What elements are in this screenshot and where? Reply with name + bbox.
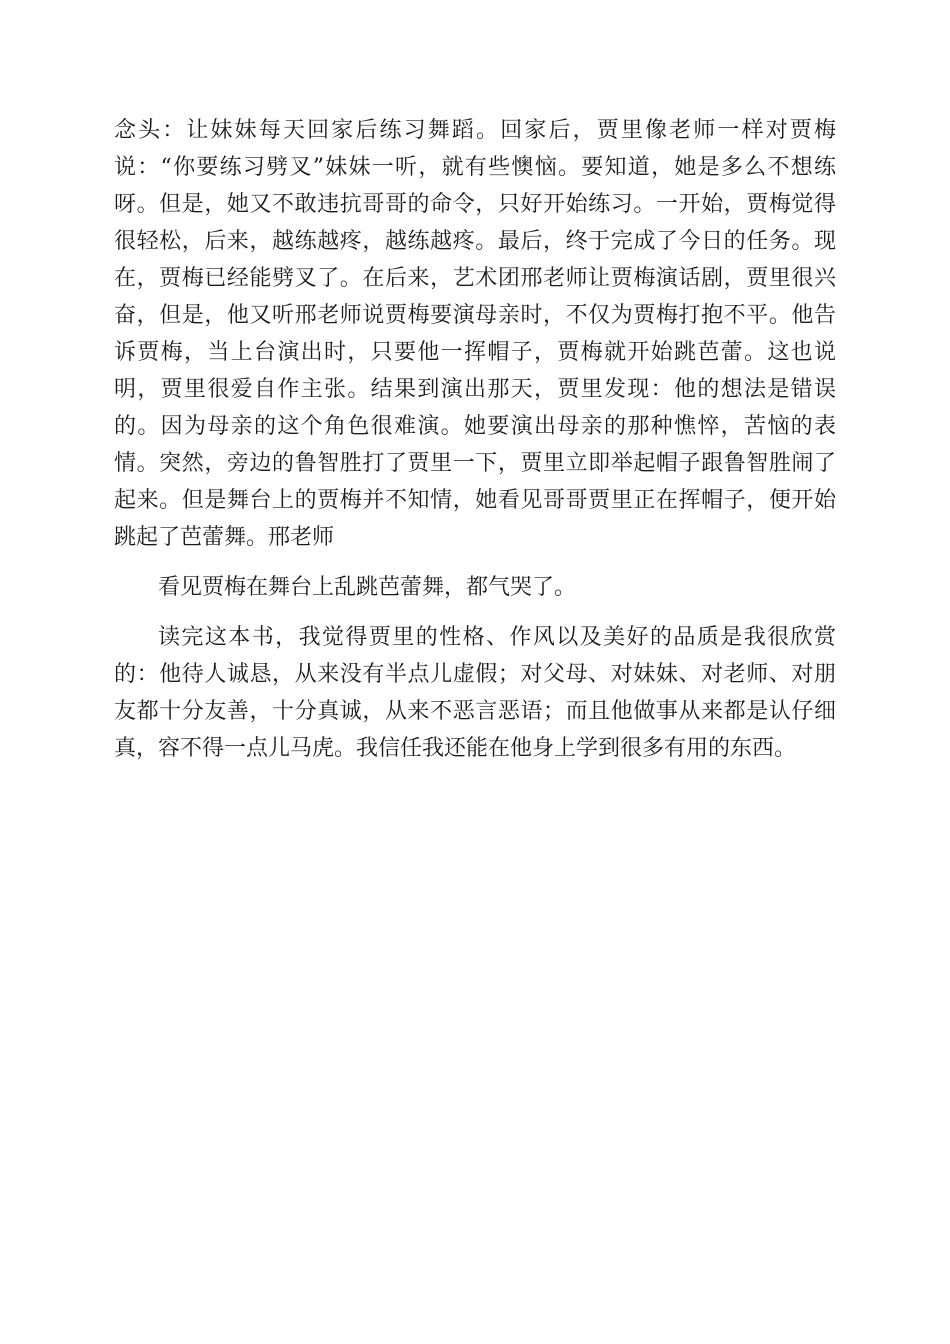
text-line: 在，贾梅已经能劈叉了。在后来，艺术团邢老师让贾梅演话剧，贾里很兴	[114, 266, 836, 291]
paragraph-1	[114, 112, 836, 556]
text-line: 很轻松，后来，越练越疼，越练越疼。最后，终于完成了今日的任务。现	[114, 229, 836, 254]
text-line: 的：他待人诚恳，从来没有半点儿虚假；对父母、对妹妹、对老师、对朋	[114, 662, 836, 687]
text-line: 诉贾梅，当上台演出时，只要他一挥帽子，贾梅就开始跳芭蕾。这也说	[114, 340, 836, 365]
text-line: 明，贾里很爱自作主张。结果到演出那天，贾里发现：他的想法是错误	[114, 377, 836, 402]
paragraph-2	[114, 569, 836, 606]
document-page	[114, 112, 836, 767]
text-line: 说：“你要练习劈叉”妹妹一听，就有些懊恼。要知道，她是多么不想练	[114, 155, 836, 180]
text-line: 友都十分友善，十分真诚，从来不恶言恶语；而且他做事从来都是认仔细	[114, 699, 836, 724]
text-line: 跳起了芭蕾舞。邢老师	[114, 525, 335, 550]
paragraph-3	[114, 619, 836, 767]
text-line: 起来。但是舞台上的贾梅并不知情，她看见哥哥贾里正在挥帽子，便开始	[114, 488, 836, 513]
paragraph-spacer	[114, 606, 836, 619]
text-line: 读完这本书，我觉得贾里的性格、作风以及美好的品质是我很欣赏	[158, 625, 836, 650]
text-line: 真，容不得一点儿马虎。我信任我还能在他身上学到很多有用的东西。	[114, 736, 797, 761]
text-line: 念头：让妹妹每天回家后练习舞蹈。回家后，贾里像老师一样对贾梅	[114, 118, 836, 143]
text-line: 的。因为母亲的这个角色很难演。她要演出母亲的那种憔悴，苦恼的表	[114, 414, 836, 439]
text-line: 奋，但是，他又听邢老师说贾梅要演母亲时，不仅为贾梅打抱不平。他告	[114, 303, 836, 328]
text-line: 情。突然，旁边的鲁智胜打了贾里一下，贾里立即举起帽子跟鲁智胜闹了	[114, 451, 836, 476]
paragraph-spacer	[114, 556, 836, 569]
text-line: 呀。但是，她又不敢违抗哥哥的命令，只好开始练习。一开始，贾梅觉得	[114, 192, 836, 217]
text-line: 看见贾梅在舞台上乱跳芭蕾舞，都气哭了。	[158, 575, 577, 600]
